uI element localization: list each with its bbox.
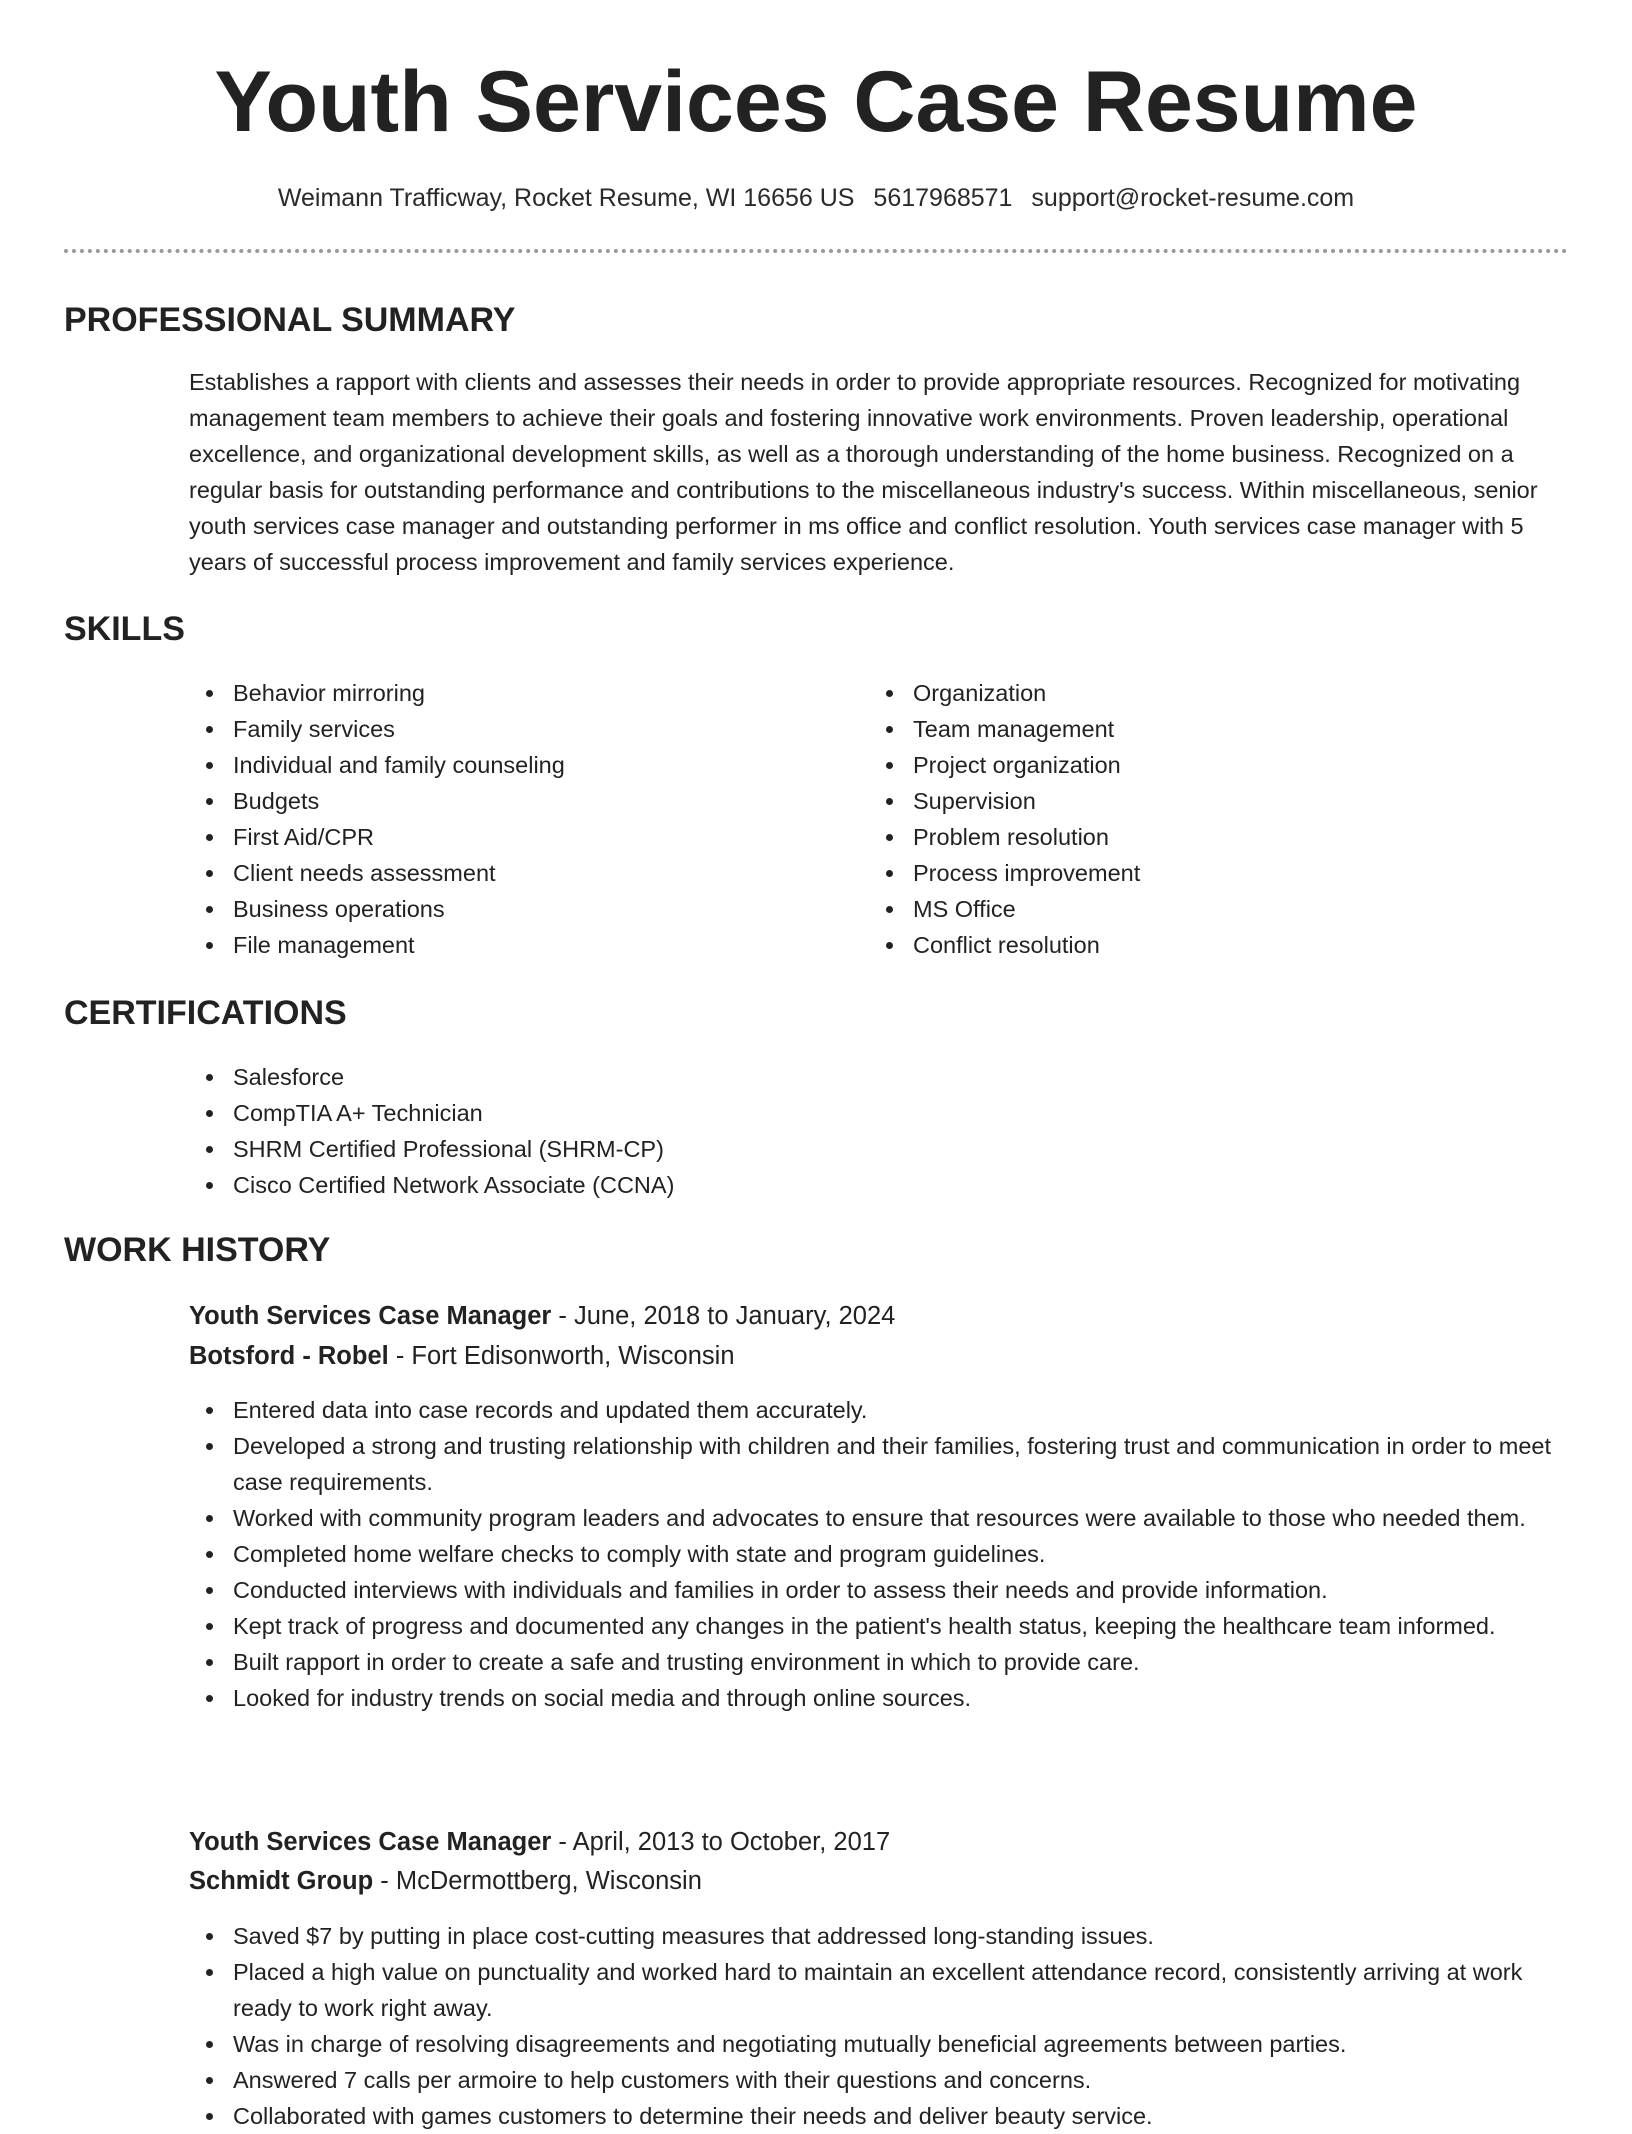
summary-text: Establishes a rapport with clients and assesses their needs in order to provide appropriate resources. Recognized for motivating management team members to achieve their goals and fostering innovative work environments. Proven leadership, operational excellence, and organizational development skills, as well as a thorough understanding of the home business. Recognized on a regular basis for outstanding performance and contributions to the miscellaneous industry's success. Within miscellaneous, senior youth services case manager and outstanding performer in ms office and conflict resolution. Youth services case manager with 5 years of successful process improvement and family services experience. (189, 369, 1538, 575)
job-duty-item: Saved $7 by putting in place cost-cutting measures that addressed long-standing issues. (189, 1918, 1569, 1954)
job-duty-item: Developed a strong and trusting relationship with children and their families, fostering trust and communication in order to meet case requirements. (189, 1428, 1569, 1500)
skill-item: Problem resolution (869, 819, 1529, 855)
certification-item: SHRM Certified Professional (SHRM-CP) (189, 1131, 1569, 1167)
certification-item: CompTIA A+ Technician (189, 1095, 1569, 1131)
skills-list-left (189, 675, 849, 963)
skill-item: Client needs assessment (189, 855, 849, 891)
skill-item: Process improvement (869, 855, 1529, 891)
summary-heading: PROFESSIONAL SUMMARY (64, 301, 516, 339)
job-duty-item: Conducted interviews with individuals and families in order to assess their needs and provide information. (189, 1572, 1569, 1608)
job-duty-item: Was in charge of resolving disagreements and negotiating mutually beneficial agreements between parties. (189, 2026, 1569, 2062)
skill-item: Family services (189, 711, 849, 747)
job-duty-item: Looked for industry trends on social media and through online sources. (189, 1680, 1569, 1716)
job-duties-list (189, 1918, 1569, 2134)
skills-heading: SKILLS (64, 610, 185, 648)
job-duty-item: Answered 7 calls per armoire to help customers with their questions and concerns. (189, 2062, 1569, 2098)
work-history-heading: WORK HISTORY (64, 1231, 331, 1269)
skill-item: Individual and family counseling (189, 747, 849, 783)
job-duty-item: Placed a high value on punctuality and worked hard to maintain an excellent attendance record, consistently arriving at work ready to work right away. (189, 1954, 1569, 2026)
job-duty-item: Worked with community program leaders and advocates to ensure that resources were available to those who needed them. (189, 1500, 1569, 1536)
header-divider (64, 249, 1568, 253)
skill-item: Business operations (189, 891, 849, 927)
certifications-heading: CERTIFICATIONS (64, 994, 347, 1032)
certification-item: Salesforce (189, 1059, 1569, 1095)
job-duty-item: Kept track of progress and documented any changes in the patient's health status, keeping the healthcare team informed. (189, 1608, 1569, 1644)
skill-item: Project organization (869, 747, 1529, 783)
contact-email: support@rocket-resume.com (1031, 184, 1355, 212)
job-title: Youth Services Case Manager (189, 1828, 552, 1856)
skill-item: Behavior mirroring (189, 675, 849, 711)
skill-item: Supervision (869, 783, 1529, 819)
skill-item: File management (189, 927, 849, 963)
job-duty-item: Completed home welfare checks to comply with state and program guidelines. (189, 1536, 1569, 1572)
job-title-line (189, 1297, 895, 1335)
job-location: - McDermottberg, Wisconsin (373, 1867, 702, 1895)
job-title: Youth Services Case Manager (189, 1302, 552, 1330)
job-duty-item: Built rapport in order to create a safe and trusting environment in which to provide care. (189, 1644, 1569, 1680)
job-company: Schmidt Group (189, 1867, 374, 1895)
skill-item: First Aid/CPR (189, 819, 849, 855)
job-duties-list (189, 1392, 1569, 1716)
certification-item: Cisco Certified Network Associate (CCNA) (189, 1167, 1569, 1203)
job-company-line (189, 1862, 702, 1900)
certifications-list (189, 1059, 1569, 1203)
job-dates: - June, 2018 to January, 2024 (551, 1302, 896, 1330)
skill-item: Team management (869, 711, 1529, 747)
resume-name: Youth Services Case Resume (214, 54, 1418, 150)
job-company-line (189, 1337, 735, 1375)
contact-address: Weimann Trafficway, Rocket Resume, WI 16656 US (277, 184, 855, 212)
contact-info (0, 180, 1632, 216)
job-duty-item: Collaborated with games customers to determine their needs and deliver beauty service. (189, 2098, 1569, 2134)
job-duty-item: Entered data into case records and updated them accurately. (189, 1392, 1569, 1428)
job-company: Botsford - Robel (189, 1342, 389, 1370)
skills-list-right (869, 675, 1529, 963)
skill-item: MS Office (869, 891, 1529, 927)
skill-item: Budgets (189, 783, 849, 819)
skill-item: Organization (869, 675, 1529, 711)
job-dates: - April, 2013 to October, 2017 (551, 1828, 891, 1856)
job-title-line (189, 1823, 890, 1861)
skill-item: Conflict resolution (869, 927, 1529, 963)
job-location: - Fort Edisonworth, Wisconsin (388, 1342, 735, 1370)
contact-phone: 5617968571 (873, 184, 1013, 212)
